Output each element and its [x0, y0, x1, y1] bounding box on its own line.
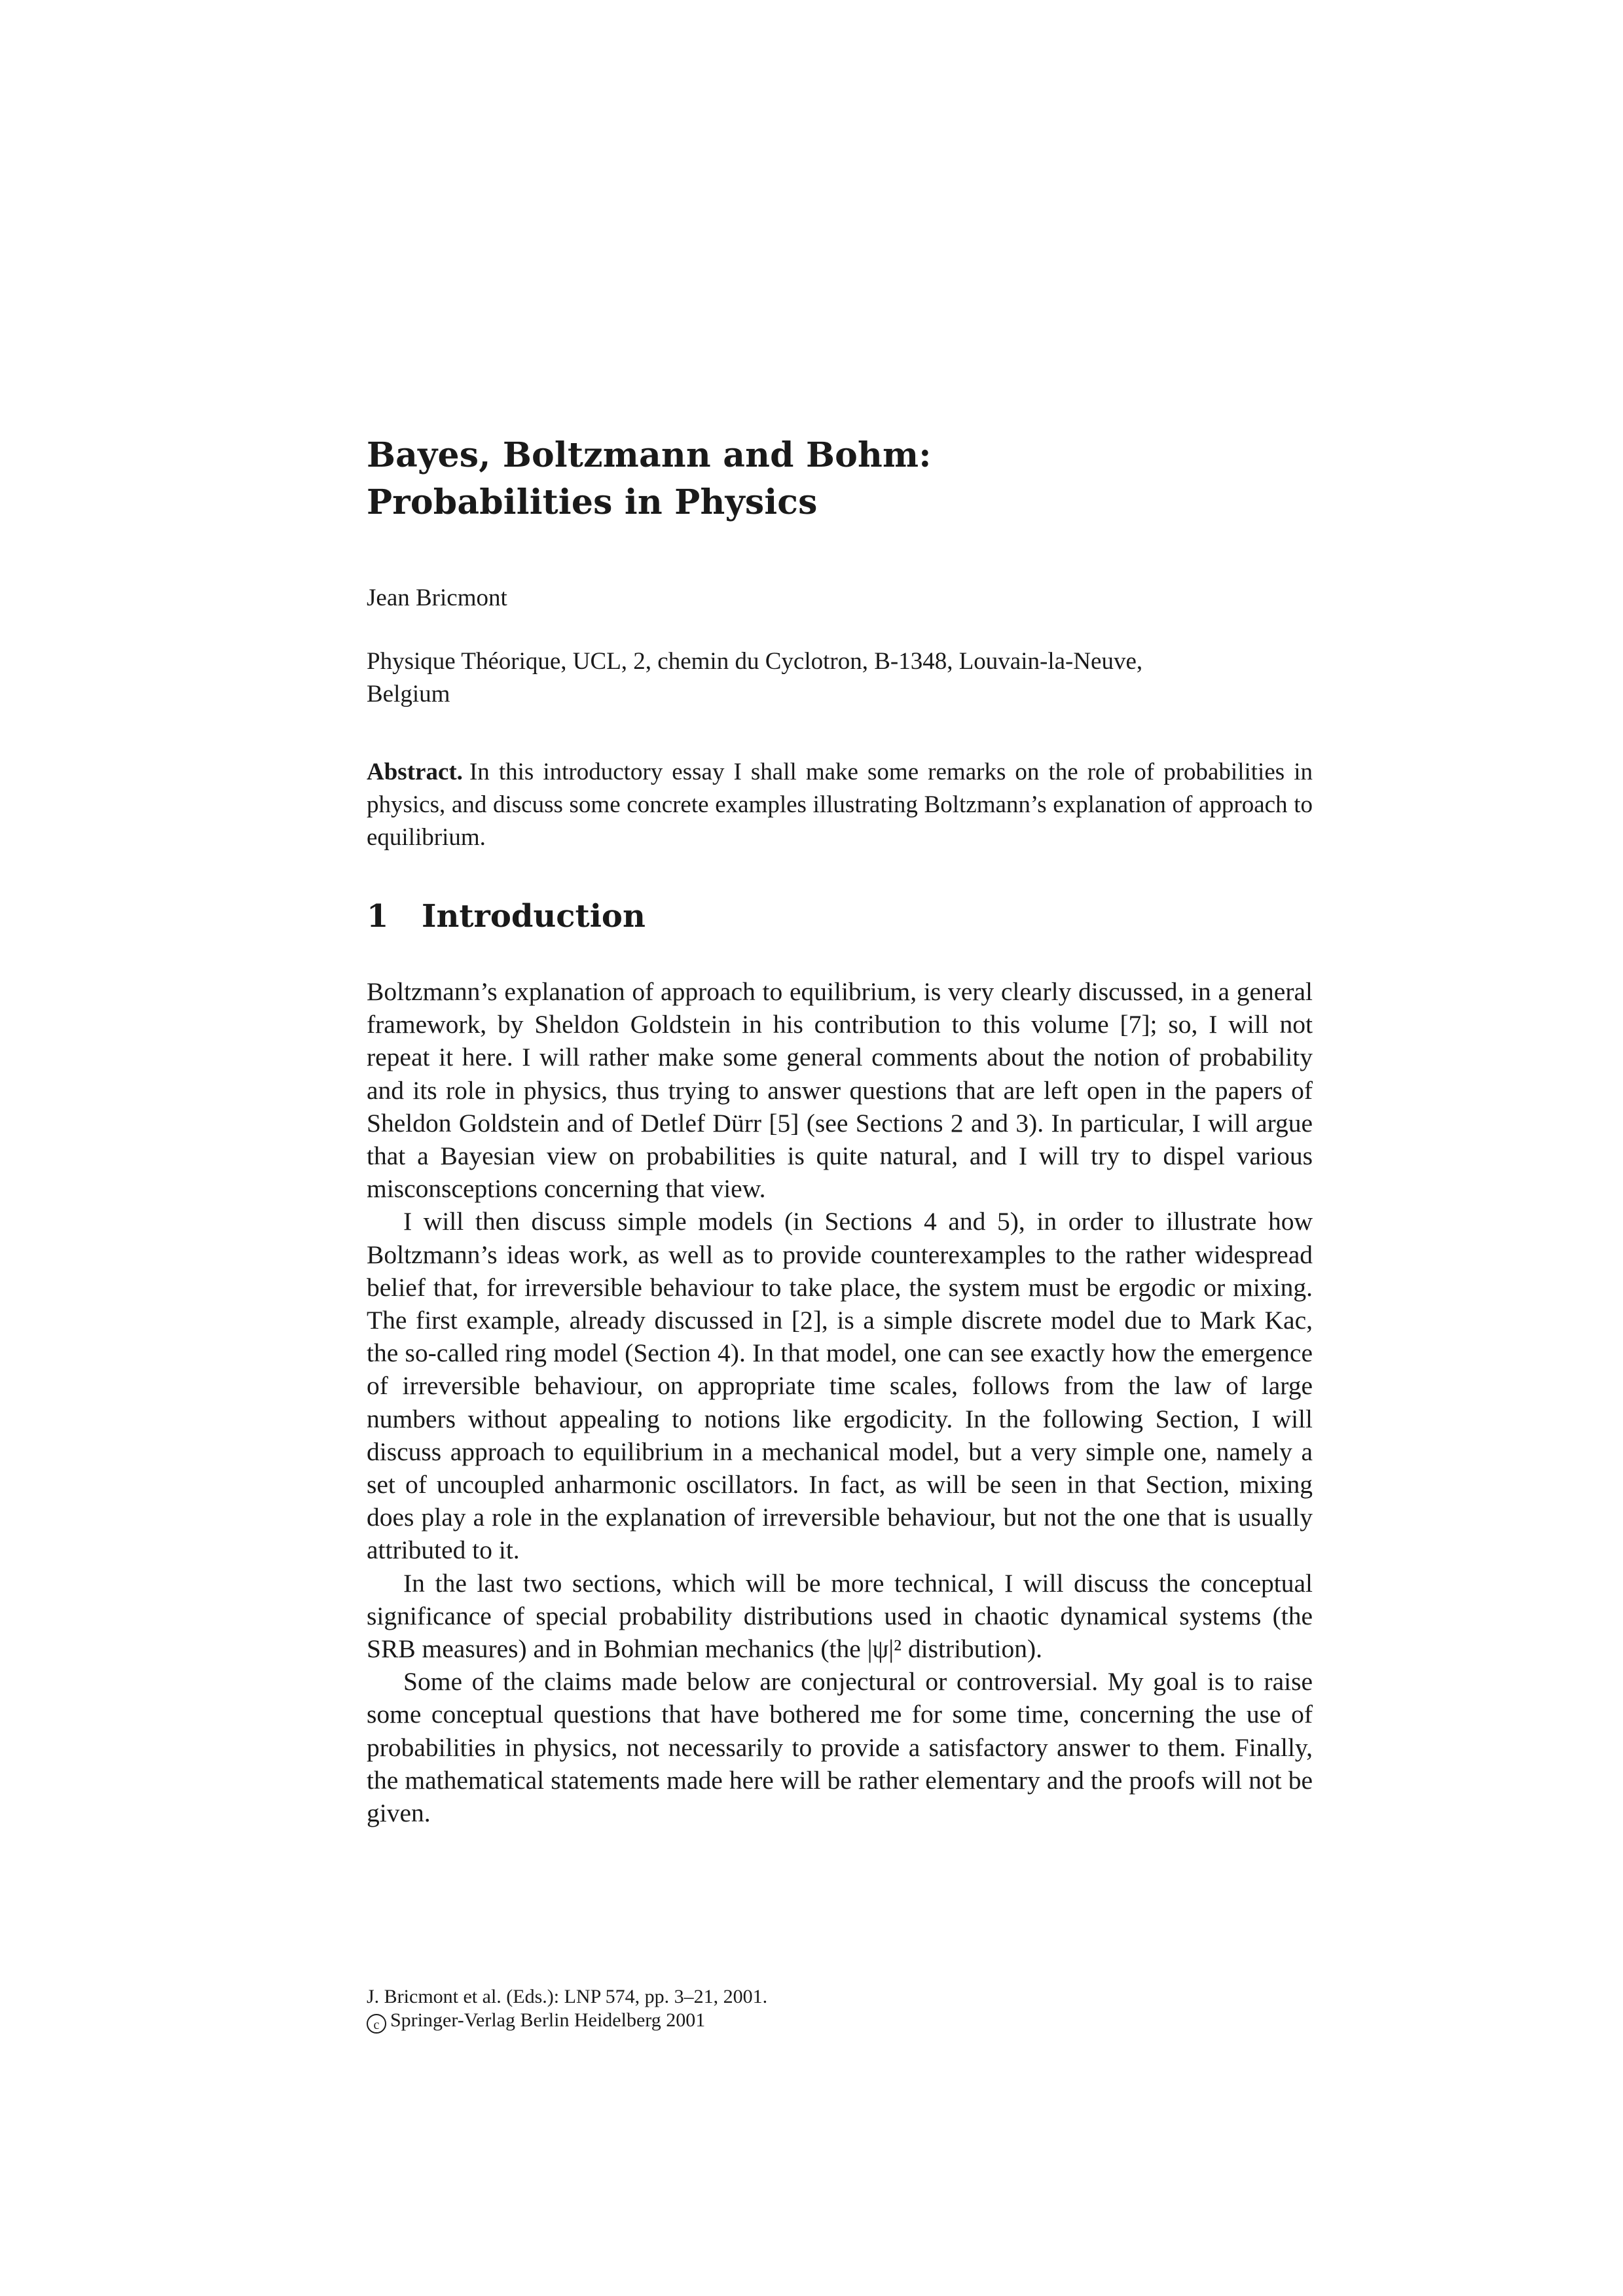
copyright-icon: c [367, 2014, 386, 2034]
abstract-text: In this introductory essay I shall make some remarks on the role of probabilities in physics, and discuss some concrete examples illustrating Boltzmann’s explanation of approach to equilibrium. [367, 759, 1313, 851]
section-heading [367, 897, 1313, 936]
citation-line: J. Bricmont et al. (Eds.): LNP 574, pp. 3–21, 2001. [367, 1986, 768, 2007]
footnote [367, 1985, 1313, 2034]
paragraph: Some of the claims made below are conjectural or controversial. My goal is to raise some conceptual questions that have bothered me for some time, concerning the use of probabilities in physics, not necessarily to provide a satisfactory answer to them. Finally, the mathematical statements made here will be rather elementary and the proofs will not be given. [367, 1667, 1313, 1828]
copyright-line [367, 2009, 1313, 2034]
section-number: 1 [367, 898, 389, 935]
copyright-text: Springer-Verlag Berlin Heidelberg 2001 [390, 2009, 706, 2031]
paragraph: Boltzmann’s explanation of approach to equilibrium, is very clearly discussed, in a general framework, by Sheldon Goldstein in his contribution to this volume [7]; so, I will not repeat it here. I will rather make some general comments about the notion of probability and its role in physics, thus trying to answer questions that are left open in the papers of Sheldon Goldstein and of Detlef Dürr [5] (see Sections 2 and 3). In particular, I will argue that a Bayesian view on probabilities is quite natural, and I will try to dispel various misconsceptions concerning that view. [367, 977, 1313, 1204]
paragraph: I will then discuss simple models (in Sections 4 and 5), in order to illustrate how Boltzmann’s ideas work, as well as to provide counterexamples to the rather widespread belief that, for irreversible behaviour to take place, the system must be ergodic or mixing. The first example, already discussed in [2], is a simple discrete model due to Mark Kac, the so-called ring model (Section 4). In that model, one can see exactly how the emergence of irreversible behaviour, on appropriate time scales, follows from the law of large numbers without appealing to notions like ergodicity. In the following Section, I will discuss approach to equilibrium in a mechanical model, but a very simple one, namely a set of uncoupled anharmonic oscillators. In fact, as will be seen in that Section, mixing does play a role in the explanation of irreversible behaviour, but not the one that is usually attributed to it. [367, 1207, 1313, 1565]
title-line-1: Bayes, Boltzmann and Bohm: [367, 435, 932, 475]
author-name: Jean Bricmont [367, 584, 507, 611]
affiliation-line-2: Belgium [367, 681, 450, 708]
affiliation [367, 645, 1313, 711]
section-title: Introduction [422, 898, 646, 935]
title-line-2: Probabilities in Physics [367, 482, 818, 522]
paragraph: In the last two sections, which will be more technical, I will discuss the conceptual significance of special probability distributions used in chaotic dynamical systems (the SRB measures) and in Bohmian mechanics (the |ψ|² distribution). [367, 1568, 1313, 1664]
affiliation-line-1: Physique Théorique, UCL, 2, chemin du Cyclotron, B-1348, Louvain-la-Neuve, [367, 648, 1143, 675]
abstract-label: Abstract. [367, 759, 463, 785]
abstract [367, 756, 1313, 854]
section-body [367, 975, 1313, 1829]
paper-title [367, 432, 1313, 526]
